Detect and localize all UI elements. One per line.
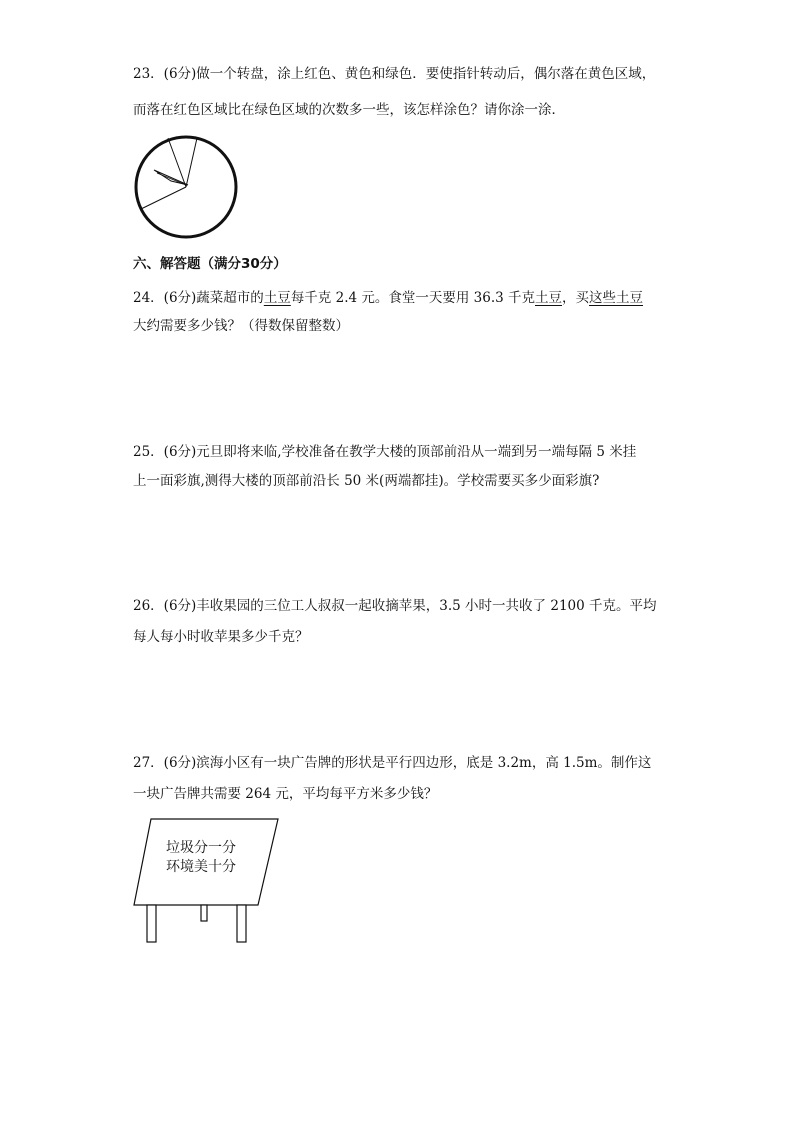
q27-line2: 一块广告牌共需要 264 元，平均每平方米多少钱？: [133, 786, 438, 802]
q25-line1: 25．(6分)元旦即将来临,学校准备在教学大楼的顶部前沿从一端到另一端每隔 5 米挂: [133, 444, 637, 460]
q26-line1: 26．(6分)丰收果园的三位工人叔叔一起收摘苹果，3.5 小时一共收了 2100 千克。平均: [133, 598, 657, 614]
billboard-leg-left: [147, 905, 156, 942]
billboard-leg-middle: [201, 905, 207, 921]
q25-line2: 上一面彩旗,测得大楼的顶部前沿长 50 米(两端都挂)。学校需要买多少面彩旗?: [133, 473, 600, 489]
q23-line1: 23．(6分)做一个转盘，涂上红色、黄色和绿色．要使指针转动后，偶尔落在黄色区域，: [133, 66, 656, 82]
spinner-divider-3: [141, 187, 186, 209]
billboard-text-line2: 环境美十分: [166, 859, 236, 875]
q24-underlined-1: 土豆: [263, 290, 291, 306]
q23-line2: 而落在红色区域比在绿色区域的次数多一些，该怎样涂色？请你涂一涂．: [133, 102, 565, 118]
q24-text-c: ，买: [562, 290, 590, 306]
q24-text-b: 每千克 2.4 元。食堂一天要用 36.3 千克: [290, 290, 536, 306]
billboard-figure: [133, 817, 283, 947]
q24-underlined-3: 这些土豆: [589, 290, 644, 306]
q24-underlined-2: 土豆: [535, 290, 563, 306]
q24-text-a: 24．(6分)蔬菜超市的: [133, 290, 264, 306]
billboard-text-line1: 垃圾分一分: [166, 840, 236, 856]
spinner-divider-2: [186, 138, 197, 187]
q24-line2: 大约需要多少钱？（得数保留整数）: [133, 318, 349, 334]
section-heading: 六、解答题（满分30分）: [133, 256, 287, 272]
q26-line2: 每人每小时收苹果多少千克？: [133, 629, 309, 645]
q24-line1: [133, 289, 643, 307]
q27-line1: 27．(6分)滨海小区有一块广告牌的形状是平行四边形，底是 3.2m，高 1.5m。制作这: [133, 755, 652, 771]
spinner-figure: [133, 132, 243, 242]
billboard-leg-right: [237, 905, 246, 942]
